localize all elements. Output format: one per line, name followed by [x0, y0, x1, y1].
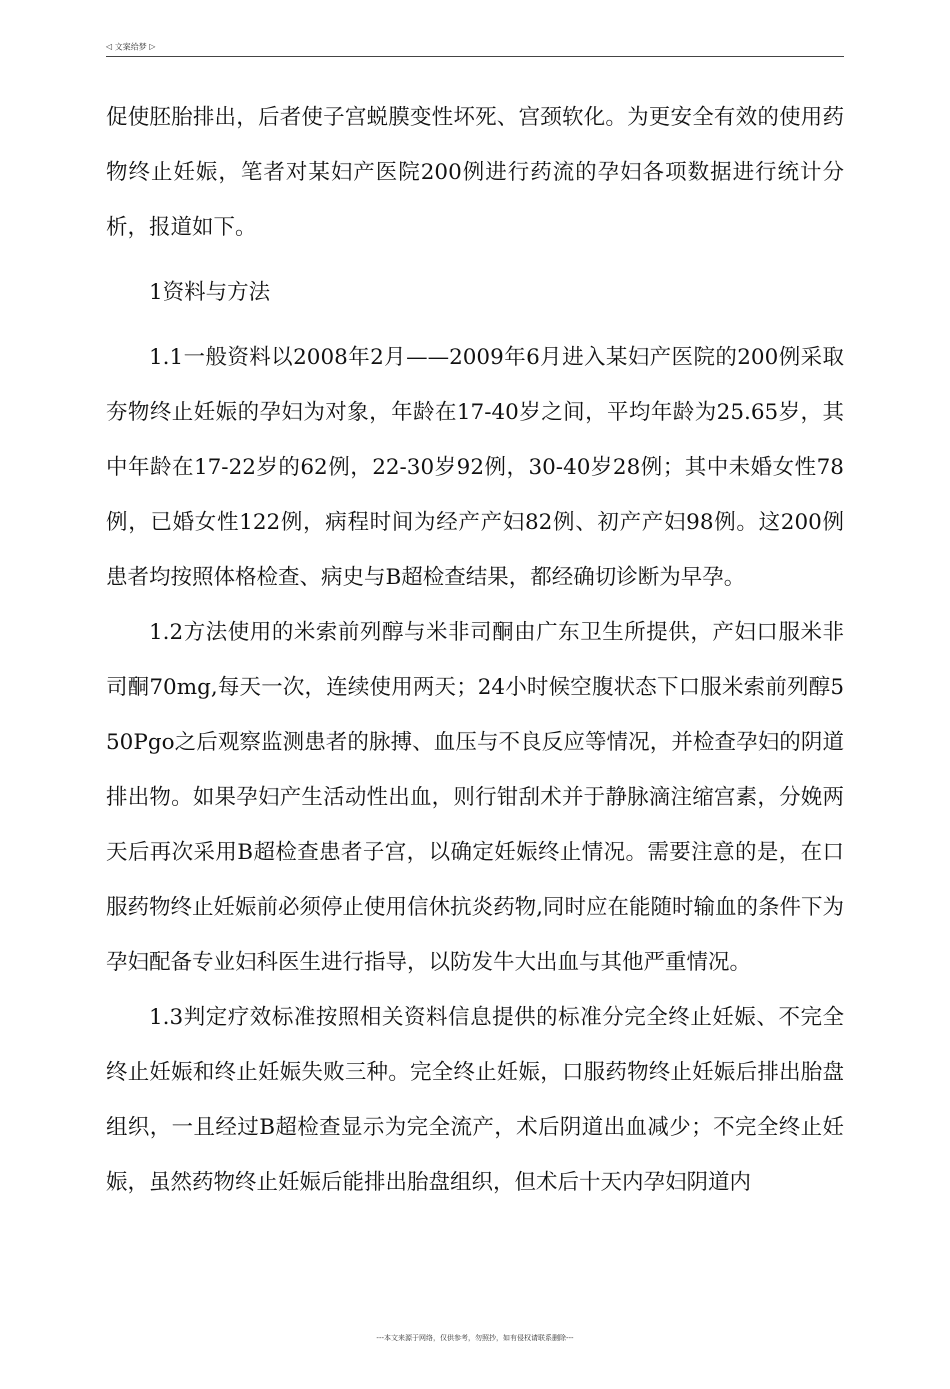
paragraph-efficacy-criteria: 1.3判定疗效标准按照相关资料信息提供的标准分完全终止妊娠、不完全终止妊娠和终止妊娠失败三种。完全终止妊娠，口服药物终止妊娠后排出胎盘组织，一且经过B超检查显示为完全流产，术后阴道出血减少；不完全终止妊娠，虽然药物终止妊娠后能排出胎盘组织，但术后十天内孕妇阴道内	[106, 1005, 844, 1195]
document-body	[106, 90, 844, 1210]
paragraph-intro-continued: 促使胚胎排出，后者使子宫蜕膜变性坏死、宫颈软化。为更安全有效的使用药物终止妊娠，笔者对某妇产医院200例进行药流的孕妇各项数据进行统计分析，报道如下。	[106, 105, 844, 240]
paragraph-methods: 1.2方法使用的米索前列醇与米非司酮由广东卫生所提供，产妇口服米非司酮70mg,每天一次，连续使用两天；24小时候空腹状态下口服米索前列醇550Pgo之后观察监测患者的脉搏、血压与不良反应等情况，并检查孕妇的阴道排出物。如果孕妇产生活动性出血，则行钳刮术并于静脉滴注缩宫素，分娩两天后再次采用B超检查患者子宫，以确定妊娠终止情况。需要注意的是，在口服药物终止妊娠前必须停止使用信休抗炎药物,同时应在能随时输血的条件下为孕妇配备专业妇科医生进行指导，以防发牛大出血与其他严重情况。	[106, 620, 844, 975]
page-header	[106, 40, 844, 57]
header-title: 文案给梦	[114, 42, 147, 52]
page-footer: ---本文来源于网络，仅供参考，勿照抄，如有侵权请联系删除---	[376, 1334, 574, 1342]
section-heading-materials-methods: 1资料与方法	[149, 280, 271, 305]
left-triangle-icon: ◁	[106, 42, 113, 51]
paragraph-general-data: 1.1一般资料以2008年2月——2009年6月进入某妇产医院的200例采取夯物终止妊娠的孕妇为对象，年龄在17-40岁之间，平均年龄为25.65岁，其中年龄在17-22岁的62例，22-30岁92例，30-40岁28例；其中未婚女性78例，已婚女性122例，病程时间为经产产妇82例、初产产妇98例。这200例患者均按照体格检查、病史与B超检查结果，都经确切诊断为早孕。	[106, 345, 844, 590]
right-triangle-icon: ▷	[149, 42, 156, 51]
